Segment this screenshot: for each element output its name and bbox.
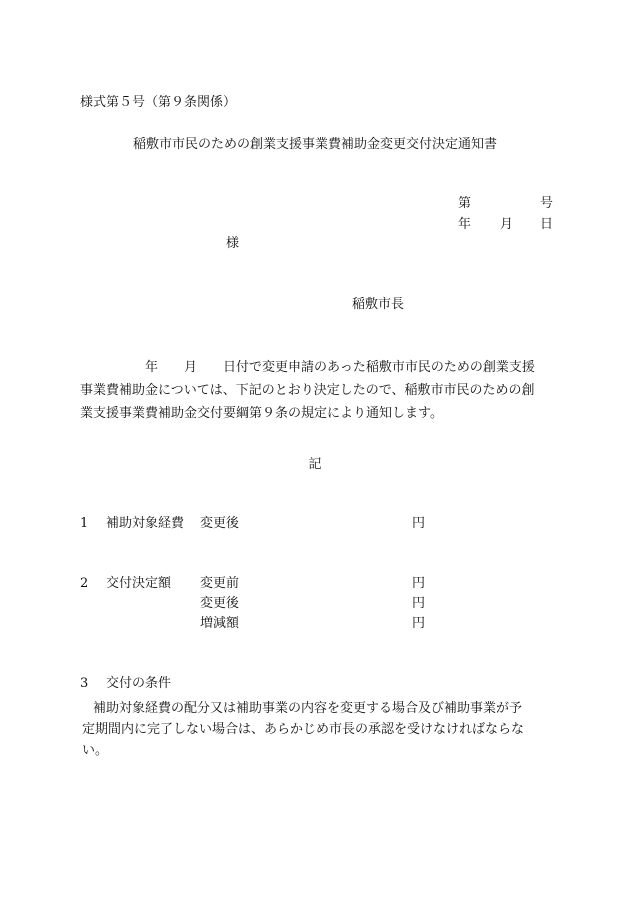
form-number: 様式第５号（第９条関係） <box>80 95 237 110</box>
item-2-number: 2 <box>80 576 89 591</box>
item-2-diff-label: 増減額 <box>200 616 240 631</box>
item-3-conditions-text <box>80 698 560 761</box>
conditions-line-1: 補助対象経費の配分又は補助事業の内容を変更する場合及び補助事業が予 <box>93 701 523 716</box>
item-3-label: 交付の条件 <box>106 676 172 691</box>
body-line-1: 年 月 日付で変更申請のあった稲敷市市民のための創業支援 <box>80 360 535 375</box>
item-2-before-yen-unit: 円 <box>412 576 426 591</box>
item-2-diff-yen-unit: 円 <box>412 616 426 631</box>
item-2-before-label: 変更前 <box>200 576 240 591</box>
item-1-number: 1 <box>80 516 89 531</box>
date-day: 日 <box>540 217 554 232</box>
item-2-after-yen-unit: 円 <box>412 596 426 611</box>
number-prefix: 第 <box>458 196 472 211</box>
conditions-line-2: 定期間内に完了しない場合は、あらかじめ市長の承認を受けなければならな <box>82 722 525 737</box>
item-2-after-label: 変更後 <box>200 596 240 611</box>
body-line-3: 業支援事業費補助金交付要綱第９条の規定により通知します。 <box>80 406 443 421</box>
date-year: 年 <box>458 217 472 232</box>
body-paragraph <box>80 356 552 425</box>
addressee-honorific: 様 <box>226 236 240 251</box>
item-1-sub-label: 変更後 <box>200 516 240 531</box>
item-1-label: 補助対象経費 <box>106 516 185 531</box>
date-month: 月 <box>500 217 514 232</box>
item-2-label: 交付決定額 <box>106 576 172 591</box>
item-3-number: 3 <box>80 676 89 691</box>
number-suffix: 号 <box>540 196 554 211</box>
document-title: 稲敷市市民のための創業支援事業費補助金変更交付決定通知書 <box>132 137 497 152</box>
conditions-line-3: い。 <box>82 743 109 758</box>
body-line-2: 事業費補助金については、下記のとおり決定したので、稲敷市市民のための創 <box>80 383 535 398</box>
ki-heading: 記 <box>308 457 322 472</box>
item-1-yen-unit: 円 <box>412 516 426 531</box>
issuer-name: 稲敷市長 <box>352 297 405 312</box>
